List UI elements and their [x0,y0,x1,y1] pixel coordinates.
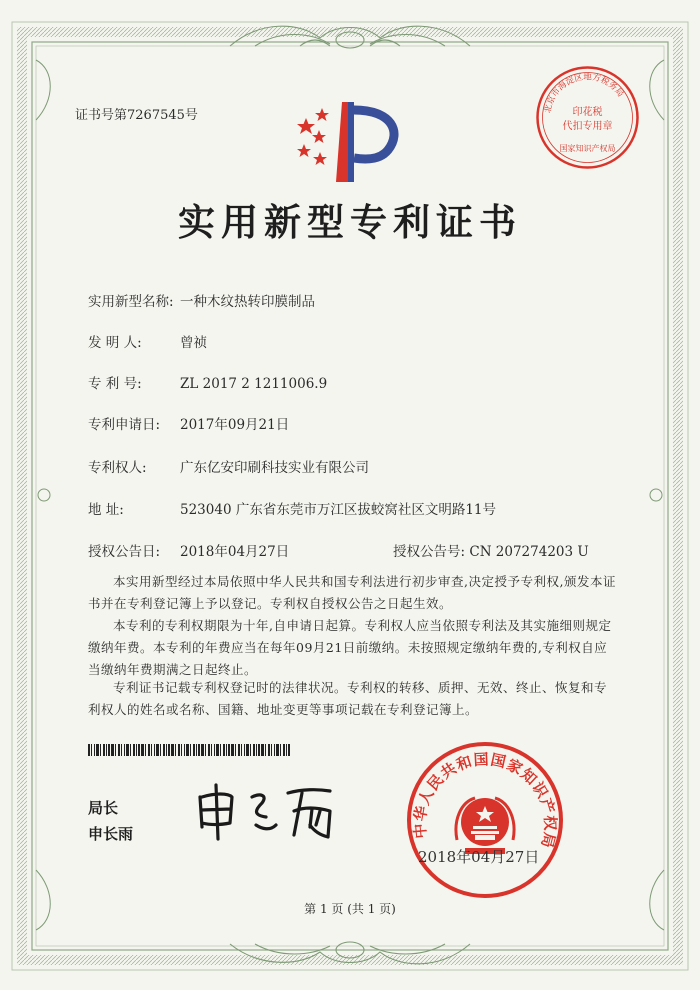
field-name-value: 一种木纹热转印膜制品 [180,294,315,310]
field-grant-no [393,540,589,560]
director-title: 局长 [88,799,119,817]
seal-date: 2018年04月27日 [418,848,540,866]
field-filing-date [88,413,289,433]
field-grant-date-label: 授权公告日: [88,544,161,560]
paragraph-2-text: 本专利的专利权期限为十年,自申请日起算。专利权人应当依照专利法及其实施细则规定缴纳年费。本专利的年费应当在每年09月21日前缴纳。未按照规定缴纳年费的,专利权自应当缴纳年费期满之日起终止。 [88,618,612,677]
field-grant-no-label: 授权公告号: [393,544,466,560]
field-name-label: 实用新型名称: [88,294,174,310]
paragraph-1 [88,571,618,615]
field-patent-no [88,372,327,392]
field-inventor-label: 发 明 人: [88,335,142,351]
seal-big-text: 中华人民共和国国家知识产权局 [410,750,560,851]
paragraph-3 [88,677,618,721]
page-footer: 第 1 页 (共 1 页) [304,902,396,916]
field-patent-no-label: 专 利 号: [88,376,142,392]
paragraph-1-text: 本实用新型经过本局依照中华人民共和国专利法进行初步审查,决定授予专利权,颁发本证书并在专利登记簿上予以登记。专利权自授权公告之日起生效。 [88,574,616,611]
field-inventor [88,331,207,351]
seal-small-outer-text: 北京市海淀区地方税务局 [543,72,626,115]
field-filing-date-value: 2017年09月21日 [180,417,290,433]
official-seal [405,740,565,900]
seal-small-bottom: 国家知识产权局 [559,144,616,153]
certificate-title: 实用新型专利证书 [178,201,522,244]
seal-small-inner-2: 代扣专用章 [562,121,613,132]
field-inventor-value: 曾祯 [180,335,207,351]
field-address [88,498,496,518]
field-patentee [88,456,369,476]
director-name: 申长雨 [88,825,134,843]
field-name [88,290,315,310]
patent-office-logo [292,92,412,187]
paragraph-3-text: 专利证书记载专利权登记时的法律状况。专利权的转移、质押、无效、终止、恢复和专利权人的姓名或名称、国籍、地址变更等事项记载在专利登记簿上。 [88,680,608,717]
field-grant-date-value: 2018年04月27日 [180,544,290,560]
tax-stamp-seal [535,65,640,170]
field-address-label: 地 址: [88,502,124,518]
certificate-number: 证书号第7267545号 [75,108,198,123]
field-address-value: 523040 广东省东莞市万江区拔蛟窝社区文明路11号 [180,502,497,518]
field-patentee-label: 专利权人: [88,460,147,476]
field-patentee-value: 广东亿安印刷科技实业有限公司 [180,460,369,476]
barcode [88,744,290,756]
field-filing-date-label: 专利申请日: [88,417,161,433]
director-signature [190,775,350,845]
field-grant-no-value: CN 207274203 U [469,544,589,560]
paragraph-2 [88,615,618,681]
field-patent-no-value: ZL 2017 2 1211006.9 [180,376,328,392]
seal-small-inner-1: 印花税 [572,107,603,118]
field-grant-date [88,540,289,560]
